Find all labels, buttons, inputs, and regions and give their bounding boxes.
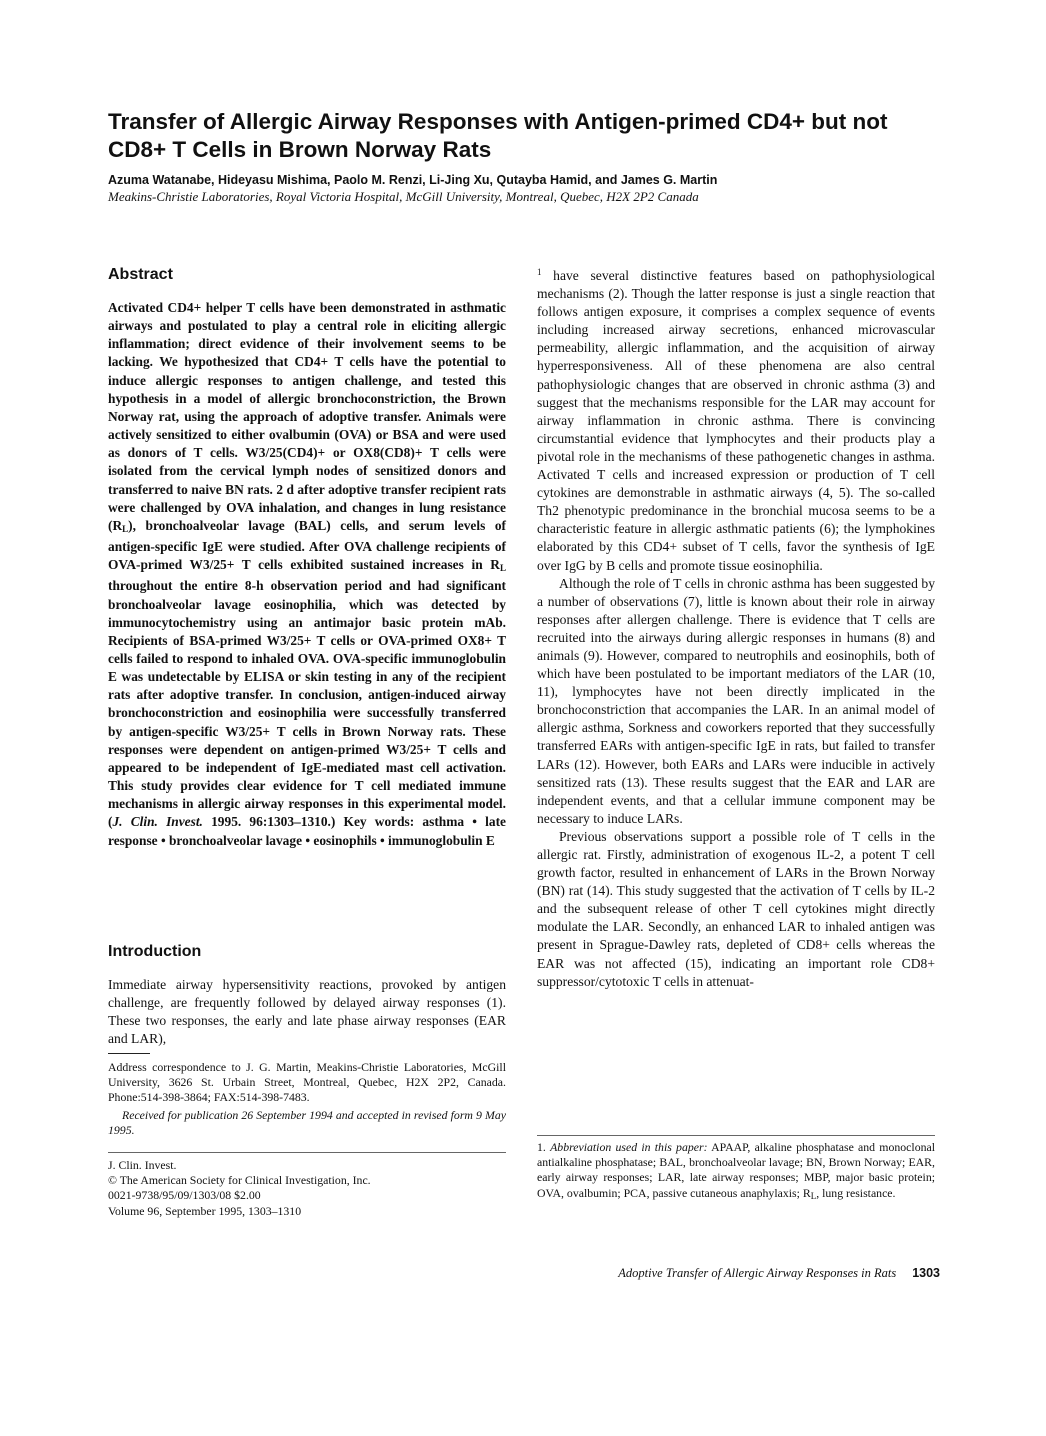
intro-paragraph-1-start: Immediate airway hypersensitivity reactions, provoked by antigen challenge, are frequently followed by delayed airway responses (1). These two responses, the early and late phase airway responses (EAR and LAR), bbox=[108, 977, 506, 1047]
correspondence-footnote bbox=[108, 1060, 506, 1138]
citation-rule bbox=[108, 1152, 506, 1153]
abstract-text: Activated CD4+ helper T cells have been demonstrated in asthmatic airways and postulated to play a central role in eliciting allergic inflammation; direct evidence of their involvement seems to be lacking. We hypothesized that CD4+ T cells have the potential to induce allergic responses to antigen challenge, and tested this hypothesis in a model of allergic bronchoconstriction, the Brown Norway rat, using the approach of adoptive transfer. Animals were actively sensitized to either ovalbumin (OVA) or BSA and were used as donors of T cells. W3/25(CD4)+ or OX8(CD8)+ T cells were isolated from the cervical lymph nodes of sensitized donors and transferred to naive BN rats. 2 d after adoptive transfer recipient rats were challenged by OVA inhalation, and changes in lung resistance $(R_L)$, bronchoalveolar lavage (BAL) cells, and serum levels of antigen-specific IgE were studied. After OVA challenge recipients of OVA-primed W3/25+ T cells exhibited sustained increases in $R_L$ throughout the entire 8-h observation period and had significant bronchoalveolar lavage eosinophilia, which was detected by immunocytochemistry using an antimajor basic protein mAb. Recipients of BSA-primed W3/25+ T cells or OVA-primed OX8+ T cells failed to respond to inhaled OVA. OVA-specific immunoglobulin E was undetectable by ELISA or skin testing in any of the recipient rats after adoptive transfer. In conclusion, antigen-induced airway bronchoconstriction and eosinophilia were successfully transferred by antigen-specific W3/25+ T cells in Brown Norway rats. These responses were dependent on antigen-primed W3/25+ T cells and appeared to be independent of IgE-mediated mast cell activation. This study provides clear evidence for T cell mediated immune mechanisms in allergic airway responses in this experimental model. (J. Clin. Invest. 1995. 96:1303–1310.) Key words: asthma • late response • bronchoalveolar lavage • eosinophils • immunoglobulin E bbox=[108, 300, 506, 848]
citation-block bbox=[108, 1158, 506, 1219]
introduction-heading: Introduction bbox=[108, 943, 202, 960]
journal-name: J. Clin. Invest. bbox=[108, 1158, 177, 1172]
abbreviation-rule bbox=[537, 1135, 935, 1136]
intro-continued bbox=[537, 263, 935, 991]
intro-paragraph-1-continued: $^1$ have several distinctive features based on pathophysiological mechanisms (2). Though the latter response is just a single reaction that follows antigen exposure, it comprises a complex sequence of events including increased airway secretions, enhanced microvascular permeability, allergic inflammation, and the acquisition of airway hyperresponsiveness. All of these phenomena are also central pathophysiologic changes that are observed in chronic asthma (3) and suggest that the mechanisms responsible for the LAR may account for airway inflammation in chronic asthma. There is convincing circumstantial evidence that lymphocytes and their products play a pivotal role in the mechanisms of these pathogenetic changes in asthma. Activated T cells and increased expression or production of T cell cytokines are demonstrable in asthmatic airways (4, 5). The so-called Th2 phenotypic predominance in the bronchial mucosa seems to be a characteristic feature in allergic asthmatic patients (6); the lymphokines elaborated by this CD4+ subset of T cells, favor the synthesis of IgE over IgG by B cells and promote tissue eosinophilia. bbox=[537, 267, 935, 573]
abbreviation-note: 1. Abbreviation used in this paper: APAAP, alkaline phosphatase and monoclonal antialkaline phosphatase; BAL, bronchoalveolar lavage; BN, Brown Norway; EAR, early airway responses; LAR, late airway responses; MBP, major basic protein; OVA, ovalbumin; PCA, passive cutaneous anaphylaxis; $R_L$, lung resistance. bbox=[537, 1140, 936, 1201]
intro-paragraph-2: Although the role of T cells in chronic asthma has been suggested by a number of observations (7), little is known about their role in airway responses after allergen challenge. There is evidence that T cells are recruited into the airways during allergic responses in humans (8) and animals (9). However, compared to neutrophils and eosinophils, both of which have been postulated to be important mediators of the LAR (10, 11), lymphocytes have not been directly implicated in the bronchoconstriction that accompanies the LAR. In an animal model of allergic asthma, Sorkness and coworkers reported that they successfully transferred EARs with antigen-specific IgE in rats, but failed to transfer LARs (12). However, both EARs and LARs were inducible in actively sensitized rats (13). These results suggest that the EAR and LAR are independent events, and that a cellular immune component may be necessary to induce LARs. bbox=[537, 575, 935, 826]
footnote-rule bbox=[108, 1053, 150, 1054]
running-title: Adoptive Transfer of Allergic Airway Responses in Rats bbox=[618, 1266, 897, 1280]
intro-paragraph-3: Previous observations support a possible role of T cells in the allergic rat. Firstly, administration of exogenous IL-2, a potent T cell growth factor, resulted in enhancement of LARs in the Brown Norway (BN) rat (14). This study suggested that the activation of T cells by IL-2 and the subsequent release of other T cell cytokines might directly modulate the LAR. Secondly, an enhanced LAR to inhaled antigen was present in Sprague-Dawley rats, depleted of CD8+ cells whereas the EAR was not affected (15), indicating an important role CD8+ suppressor/cytotoxic T cells in attenuat- bbox=[537, 828, 935, 989]
correspondence-note: Address correspondence to J. G. Martin, Meakins-Christie Laboratories, McGill University, 3626 St. Urbain Street, Montreal, Quebec, H2X 2P2, Canada. Phone:514-398-3864; FAX:514-398-7483. bbox=[108, 1060, 506, 1105]
abbreviation-footnote bbox=[537, 1140, 935, 1204]
copyright-line: © The American Society for Clinical Investigation, Inc. bbox=[108, 1173, 371, 1188]
issn-line: 0021-9738/95/09/1303/08 $2.00 bbox=[108, 1188, 261, 1203]
footnote-marker: 1 bbox=[537, 267, 542, 277]
abstract-section bbox=[108, 265, 506, 850]
introduction-section bbox=[108, 942, 506, 1048]
affiliation: Meakins-Christie Laboratories, Royal Victoria Hospital, McGill University, Montreal, Quebec, H2X 2P2 Canada bbox=[108, 189, 699, 204]
running-footer bbox=[560, 1265, 940, 1281]
page-number: 1303 bbox=[912, 1266, 940, 1280]
abstract-heading: Abstract bbox=[108, 266, 173, 283]
author-list: Azuma Watanabe, Hideyasu Mishima, Paolo M. Renzi, Li-Jing Xu, Qutayba Hamid, and James G. Martin bbox=[108, 173, 718, 187]
volume-line: Volume 96, September 1995, 1303–1310 bbox=[108, 1203, 302, 1218]
article-title: Transfer of Allergic Airway Responses with Antigen-primed CD4+ but not CD8+ T Cells in Brown Norway Rats bbox=[108, 109, 888, 162]
received-note: Received for publication 26 September 1994 and accepted in revised form 9 May 1995. bbox=[108, 1107, 506, 1137]
